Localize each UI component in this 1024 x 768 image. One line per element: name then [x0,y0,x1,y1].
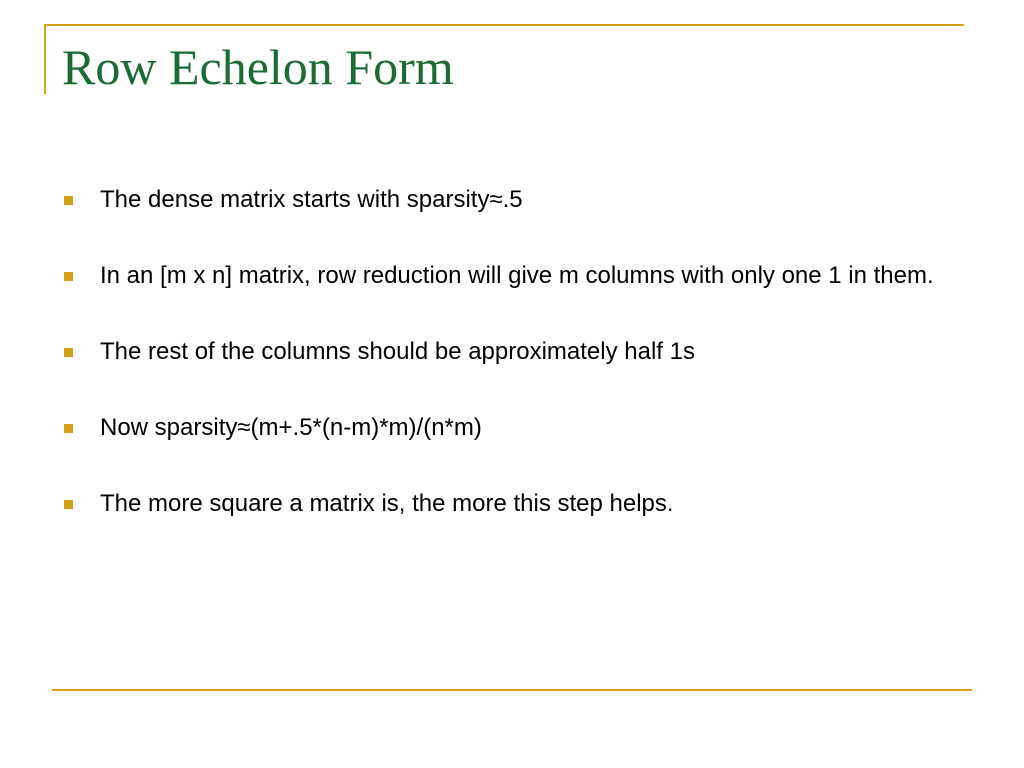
square-bullet-icon [64,272,73,281]
bullet-text: Now sparsity≈(m+.5*(n-m)*m)/(n*m) [100,414,482,441]
square-bullet-icon [64,196,73,205]
top-rule [44,24,964,26]
square-bullet-icon [64,348,73,357]
bullet-item [62,336,962,367]
slide-title: Row Echelon Form [62,39,454,95]
bottom-rule [52,689,972,691]
bullet-text: In an [m x n] matrix, row reduction will give m columns with only one 1 in them. [100,262,934,289]
bullet-item [62,260,962,291]
bullet-text: The rest of the columns should be approximately half 1s [100,338,695,365]
square-bullet-icon [64,500,73,509]
bullet-text: The dense matrix starts with sparsity≈.5 [100,186,523,213]
bullet-item [62,488,962,519]
square-bullet-icon [64,424,73,433]
bullet-item [62,412,962,443]
bullet-text: The more square a matrix is, the more this step helps. [100,490,674,517]
bullet-list [62,184,962,564]
bullet-item [62,184,962,215]
left-rule [44,24,46,94]
